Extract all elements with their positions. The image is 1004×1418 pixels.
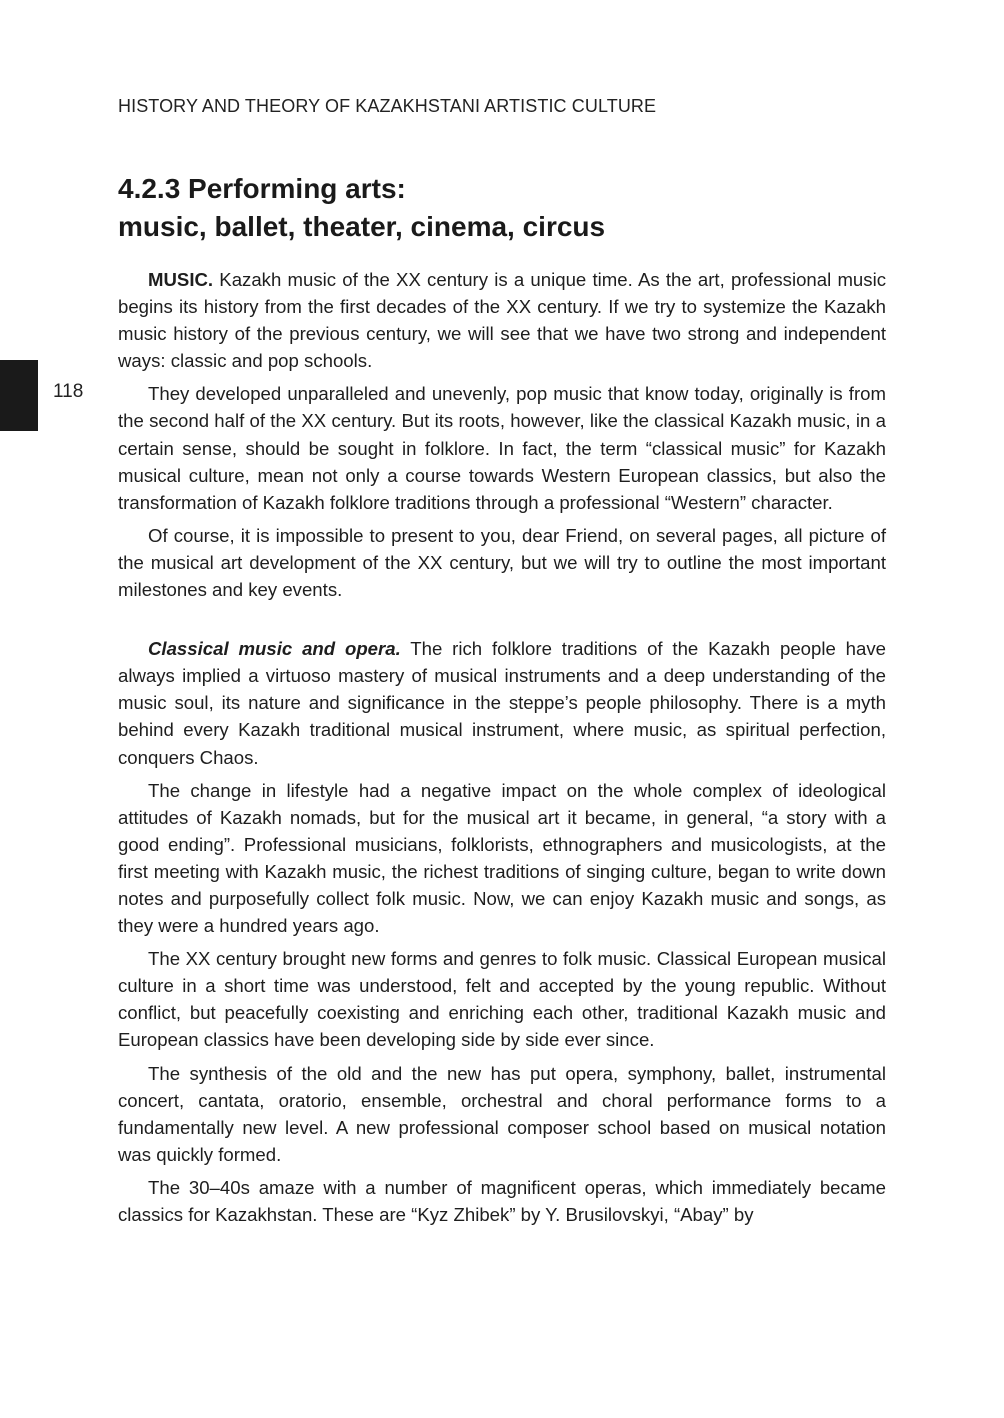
paragraph-text: They developed unparalleled and unevenly, pop music that know today, originally is from the second half of the XX century. But its roots, however, like the classical Kazakh music, in a certain sense, should be sought in folklore. In fact, the term “classical music” for Kazakh musical culture, mean not only a course towards Western European classics, but also the transformation of Kazakh folklore traditions through a professional “Western” character. [118,383,886,513]
paragraph-text: The synthesis of the old and the new has put opera, symphony, ballet, instrumental concert, cantata, oratorio, ensemble, orchestral and choral performance forms to a fundamentally new level. A new professional composer school based on musical notation was quickly formed. [118,1062,886,1165]
section-title-line-2: music, ballet, theater, cinema, circus [118,211,606,242]
paragraph-text: Kazakh music of the XX century is a unique time. As the art, professional music begins its history from the first decades of the XX century. If we try to systemize the Kazakh music history of the previous century, we will see that we have two strong and independent ways: classic and pop schools. [118,269,886,372]
paragraph-text: The change in lifestyle had a negative impact on the whole complex of ideological attitudes of Kazakh nomads, but for the musical art it became, in general, “a story with a good ending”. Professional musicians, folklorists, ethnographers and musicologists, at the first meeting with Kazakh music, the richest traditions of singing culture, began to write down notes and purposefully collect folk music. Now, we can enjoy Kazakh music and songs, as they were a hundred years ago. [118,779,886,937]
paragraph-lead: Classical music and opera. [148,638,401,660]
paragraph-text: The XX century brought new forms and genres to folk music. Classical European musical culture in a short time was understood, felt and accepted by the young republic. Without conflict, but peacefully coexisting and enriching each other, traditional Kazakh music and European classics have been developing side by side ever since. [118,948,886,1051]
paragraph-classical-music-intro [118,635,886,770]
paragraph [118,1174,886,1228]
section-title-line-1: 4.2.3 Performing arts: [118,173,406,204]
paragraph [118,777,886,940]
section-title [118,170,898,246]
page-number: 118 [53,381,84,402]
paragraph [118,522,886,603]
chapter-tab-marker [0,360,38,431]
paragraph-text: Of course, it is impossible to present to you, dear Friend, on several pages, all picture of the musical art development of the XX century, but we will try to outline the most important milestones and key events. [118,524,886,601]
paragraph-text: The 30–40s amaze with a number of magnificent operas, which immediately became classics for Kazakhstan. These are “Kyz Zhibek” by Y. Brusilovskyi, “Abay” by [118,1176,886,1225]
paragraph-text: The rich folklore traditions of the Kazakh people have always implied a virtuoso mastery of musical instruments and a deep understanding of the music soul, its nature and significance in the steppe’s people philosophy. There is a myth behind every Kazakh traditional musical instrument, where music, as spiritual perfection, conquers Chaos. [118,638,886,768]
paragraph [118,945,886,1053]
paragraph [118,1060,886,1168]
paragraph-music-intro [118,266,886,374]
paragraph [118,380,886,515]
body-text [118,266,886,1234]
paragraph-lead: MUSIC. [148,269,214,290]
running-header: HISTORY AND THEORY OF KAZAKHSTANI ARTISTIC CULTURE [118,96,657,116]
